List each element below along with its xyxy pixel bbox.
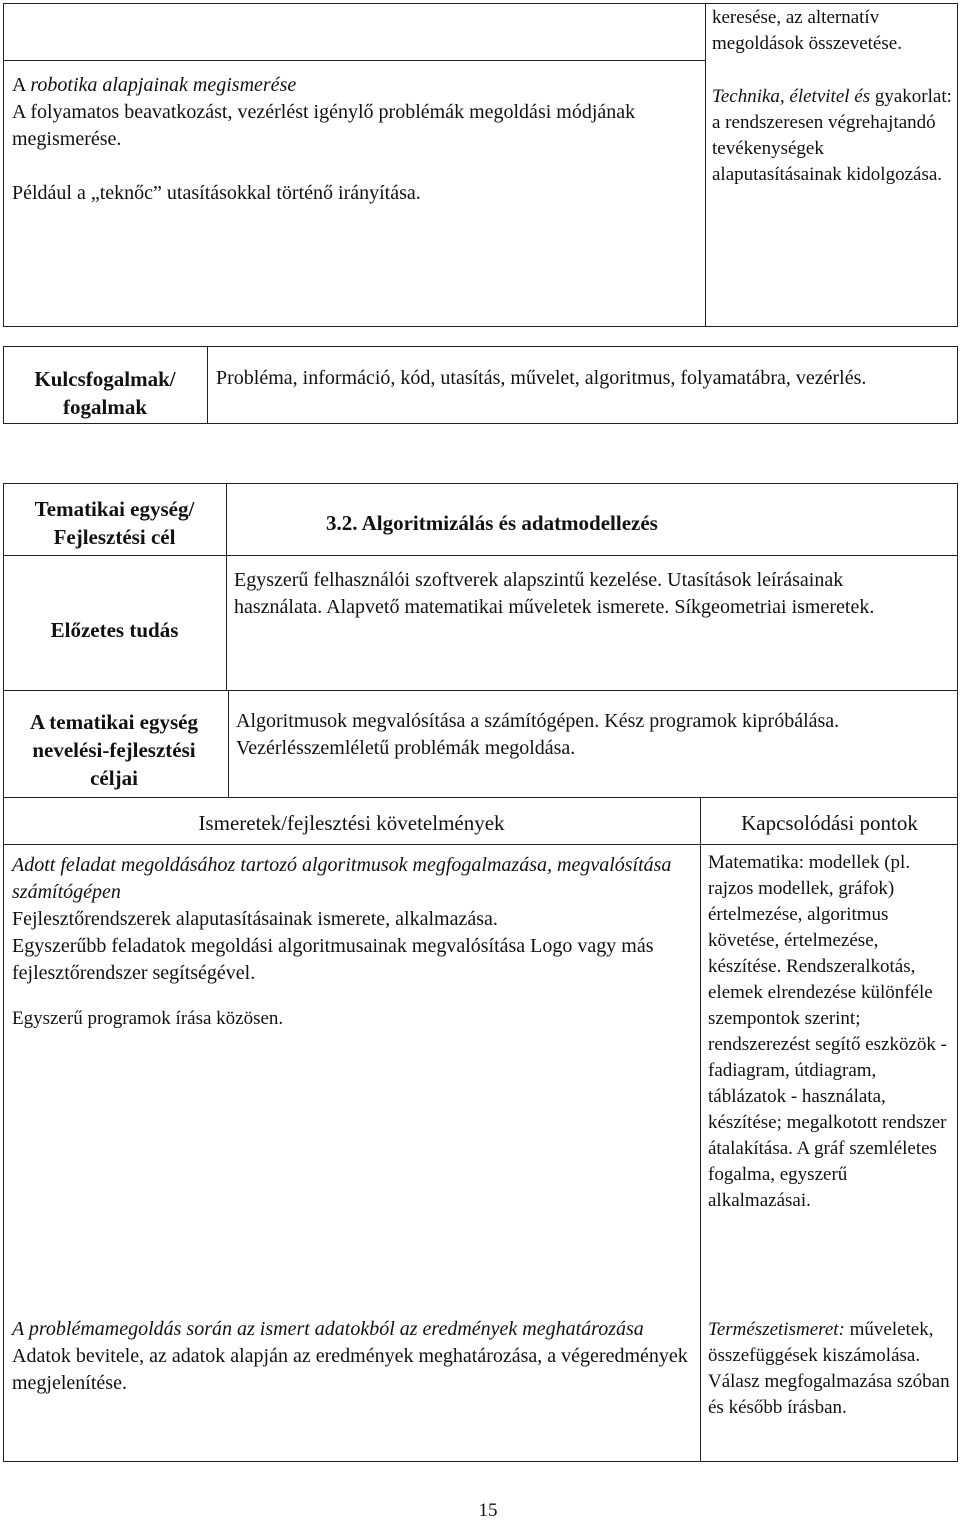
unit-row-divider-1 [3,555,958,556]
unit-title: 3.2. Algoritmizálás és adatmodellezés [326,511,658,535]
logo-text: Egyszerűbb feladatok megoldási algoritmusainak megvalósítása Logo vagy más fejlesztőrendszer segítségével. [12,935,654,984]
unit-row-divider-4 [3,844,958,845]
requirements-header: Ismeretek/fejlesztési követelmények [198,811,505,835]
connections-science: Természetismeret: műveletek, összefüggések kiszámolása. Válasz megfogalmazása szóban és később írásban. [708,1319,950,1418]
technology-link: Technika, életvitel és gyakorlat: a rendszeresen végrehajtandó tevékenységek alaputasításainak kidolgozása. [712,86,952,185]
robotics-heading: A robotika alapjainak megismerése [12,74,297,96]
connections-math: Matematika: modellek (pl. rajzos modellek, gráfok) értelmezése, algoritmus követése, értelmezése, készítése. Rendszeralkotás, elemek elrendezése különféle szempontok szerint; rendszerezést segítő eszközök - fadiagram, útdiagram, táblázatok - használata, készítése; megalkotott rendszer átalakítása. A gráf szemléletes fogalma, egyszerű alkalmazásai. [708,852,947,1211]
top-left-cell [12,72,700,207]
programs-text: Egyszerű programok írása közösen. [12,1008,284,1029]
unit-col-divider-goals [228,690,229,797]
requirements-section-1 [12,852,696,1032]
problem-solving-heading: A problémamegoldás során az ismert adatokból az eredmények meghatározása [12,1318,644,1340]
unit-row-divider-2 [3,690,958,691]
page-number: 15 [478,1500,498,1521]
keywords-label: Kulcsfogalmak/ fogalmak [34,367,176,419]
prior-knowledge-text: Egyszerű felhasználói szoftverek alapszintű kezelése. Utasítások leírásainak használata. Alapvető matematikai műveletek ismerete. Síkgeometriai ismeretek. [234,569,875,618]
robotics-description: A folyamatos beavatkozást, vezérlést igénylő problémák megoldási módjának megismerése. [12,101,636,150]
goals-label: A tematikai egység nevelési-fejlesztési céljai [30,710,198,790]
alternatives-text: keresése, az alternatív megoldások összevetése. [712,7,902,54]
unit-row-divider-3 [3,797,958,798]
keywords-text: Probléma, információ, kód, utasítás, művelet, algoritmus, folyamatábra, vezérlés. [216,367,867,389]
unit-col-divider-upper [226,483,227,690]
algorithm-heading: Adott feladat megoldásához tartozó algoritmusok megfogalmazása, megvalósítása számítógépen [12,854,672,903]
unit-label: Tematikai egység/ Fejlesztési cél [34,497,195,549]
top-table-col-divider [705,3,706,327]
prior-knowledge-label: Előzetes tudás [50,618,179,642]
top-right-cell [712,5,956,188]
connections-header: Kapcsolódási pontok [741,811,918,835]
requirements-section-2 [12,1316,696,1397]
keywords-col-divider [207,346,208,424]
goals-text: Algoritmusok megvalósítása a számítógépen. Kész programok kipróbálása. Vezérlésszemléletű problémák megoldása. [236,710,840,759]
dev-systems-text: Fejlesztőrendszerek alaputasításainak ismerete, alkalmazása. [12,908,498,930]
data-input-text: Adatok bevitele, az adatok alapján az eredmények meghatározása, a végeredmények megjelenítése. [12,1345,688,1394]
top-table-row-divider [3,60,706,61]
turtle-example: Például a „teknőc” utasításokkal történő irányítása. [12,182,421,204]
main-col-divider [700,797,701,1462]
